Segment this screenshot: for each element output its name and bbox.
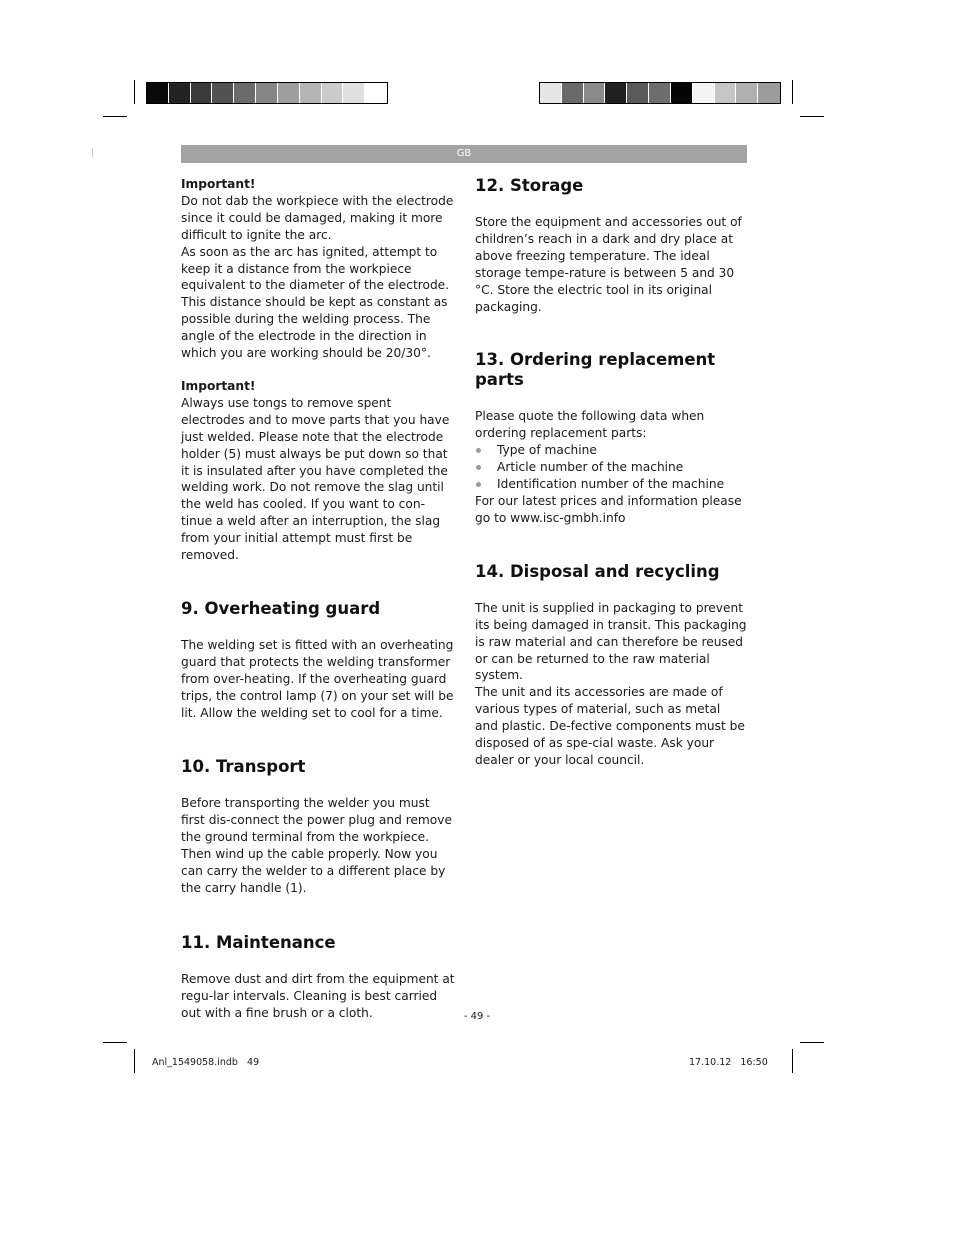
color-swatch [649,83,671,103]
important-text-1: Do not dab the workpiece with the electrode since it could be damaged, making it more difficult to ignite the arc. [181,193,454,242]
right-column [475,176,747,769]
color-swatch [605,83,627,103]
important-text-2: Always use tongs to remove spent electrodes and to move parts that you have just welded. Please note that the electrode holder (5) must always be put down so that it is insulated after you have completed the welding work. Do not remove the slag until the weld has cooled. If you want to con-tinue a weld after an interruption, the slag from your initial attempt must first be removed. [181,395,450,563]
footer-file-name: Anl_1549058.indb 49 [152,1057,260,1068]
section-9-text: The welding set is fitted with an overheating guard that protects the welding transformer from over-heating. If the overheating guard trips, the control lamp (7) on your set will be lit. Allow the welding set to cool for a time. [181,637,454,720]
color-swatch [300,83,322,103]
color-swatch [365,83,387,103]
registration-tick [92,148,93,158]
color-swatch [343,83,365,103]
color-swatch [191,83,213,103]
color-swatch [584,83,606,103]
section-13-title: 13. Ordering replacement parts [475,350,716,390]
language-code: GB [456,148,472,159]
replacement-data-list [475,442,747,493]
crop-mark-bottom-left-h [103,1042,127,1043]
left-column [181,176,456,1022]
color-swatch [671,83,693,103]
color-swatch [278,83,300,103]
list-item: Type of machine [475,442,747,459]
section-14-title: 14. Disposal and recycling [475,561,720,581]
list-item: Article number of the machine [475,459,747,476]
color-swatch [322,83,344,103]
section-10-text: Before transporting the welder you must first dis-connect the power plug and remove the ground terminal from the workpiece. Then wind up the cable properly. Now you can carry the welder to a different place by the carry handle (1). [181,796,452,895]
color-swatch [693,83,715,103]
color-swatch [562,83,584,103]
section-11-text: Remove dust and dirt from the equipment at regu-lar intervals. Cleaning is best carried out with a fine brush or a cloth. [181,971,455,1020]
color-swatch [736,83,758,103]
color-swatch [234,83,256,103]
color-swatch [540,83,562,103]
color-swatch [715,83,737,103]
language-header-band [181,145,747,163]
crop-mark-bottom-right-v [792,1049,793,1073]
color-swatch [147,83,169,103]
section-14-text-1: The unit is supplied in packaging to prevent its being damaged in transit. This packaging is raw material and can therefore be reused or can be returned to the raw material system. [475,600,747,683]
section-13-intro: Please quote the following data when ordering replacement parts: [475,409,705,441]
important-label-1: Important! [181,177,256,191]
crop-mark-top-right-h [800,116,824,117]
crop-mark-top-left-h [103,116,127,117]
section-10-title: 10. Transport [181,757,306,777]
section-11-title: 11. Maintenance [181,932,336,952]
section-14-text-2: The unit and its accessories are made of various types of material, such as metal and plastic. De-fective components must be disposed of as spe-cial waste. Ask your dealer or your local council. [475,685,745,767]
crop-mark-bottom-right-h [800,1042,824,1043]
color-calibration-bar-right [539,82,781,104]
color-swatch [627,83,649,103]
section-12-title: 12. Storage [475,176,584,195]
page-number: - 49 - [463,1011,491,1022]
footer-date: 17.10.12 16:50 [689,1057,768,1068]
color-swatch [256,83,278,103]
list-item: Identification number of the machine [475,476,747,493]
color-calibration-bar-left [146,82,388,104]
crop-mark-top-right-v [792,80,793,104]
color-swatch [212,83,234,103]
section-13-outro: For our latest prices and information please go to www.isc-gmbh.info [475,493,742,525]
section-9-title: 9. Overheating guard [181,598,381,618]
color-swatch [758,83,780,103]
color-swatch [169,83,191,103]
crop-mark-bottom-left-v [134,1049,135,1073]
crop-mark-top-left-v [134,80,135,104]
section-12-text: Store the equipment and accessories out of children’s reach in a dark and dry place at above freezing temperature. The ideal storage tempe-rature is between 5 and 30 °C. Store the electric tool in its original packaging. [475,215,742,314]
important-label-2: Important! [181,378,256,393]
arc-distance-text: As soon as the arc has ignited, attempt to keep it a distance from the workpiece equivalent to the diameter of the electrode. This distance should be kept as constant as possible during the welding process. The angle of the electrode in the direction in which you are working should be 20/30°. [181,244,450,361]
